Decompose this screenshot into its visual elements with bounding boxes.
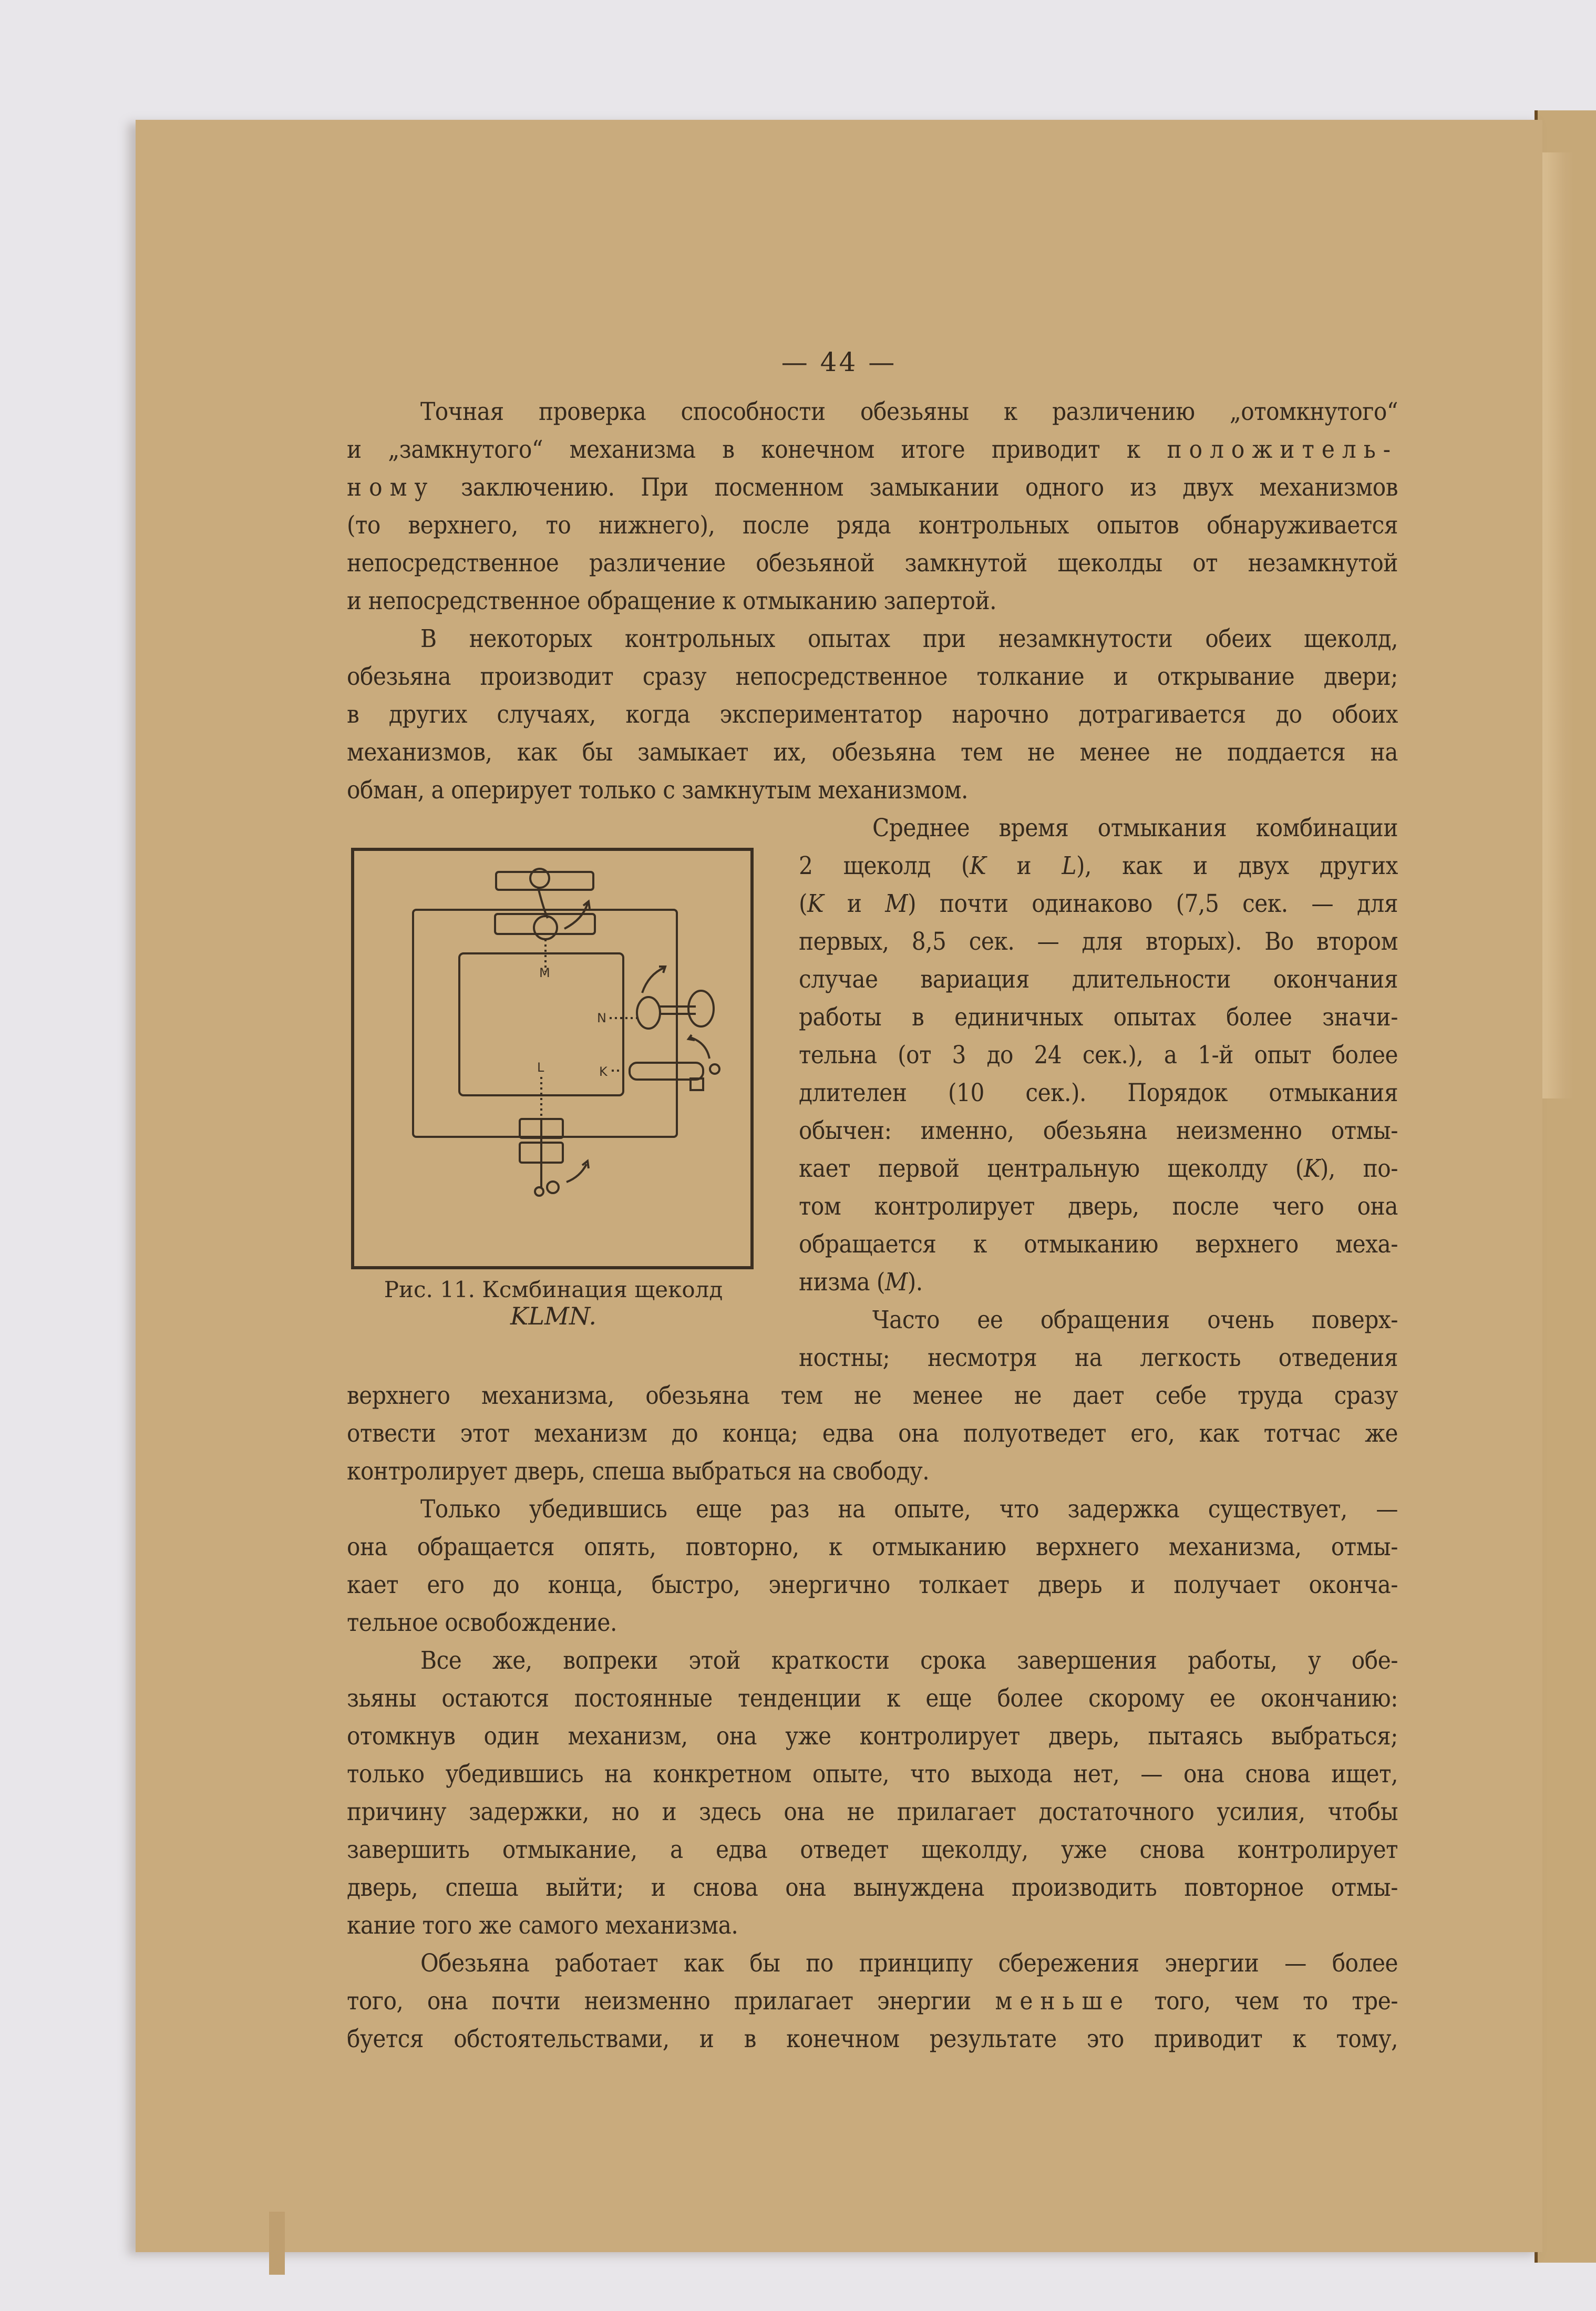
text-run: того, она почти неизменно прилагает энергии	[347, 1987, 995, 2016]
paragraph-2	[347, 620, 1398, 809]
paragraph-4	[347, 1301, 1398, 1491]
label-n: N	[597, 1011, 606, 1025]
k-latch-bar	[630, 1063, 703, 1080]
text-line: механизмов, как бы замыкает их, обезьяна тем не менее не поддается на	[347, 738, 1398, 767]
caption-line-2: KLMN.	[510, 1302, 596, 1330]
text-line: причину задержки, но и здесь она не прилагает достаточного усилия, чтобы	[347, 1798, 1398, 1826]
adjacent-page-torn-edge	[1542, 152, 1574, 1098]
text-line: Часто ее обращения очень поверх-	[872, 1306, 1398, 1334]
text-line	[347, 469, 1398, 507]
text-run: кает первой центральную щеколду (	[799, 1154, 1304, 1183]
text-line: Точная проверка способности обезьяны к различению „отомкнутого“	[420, 397, 1398, 426]
figure-frame	[351, 848, 754, 1269]
text-line	[347, 431, 1398, 469]
text-run: 2 щеколд (	[799, 851, 970, 880]
text-run: и „замкнутого“ механизма в конечном итоге приводит к	[347, 435, 1167, 464]
text-line: завершить отмыкание, а едва отведет щеколду, уже снова контролирует	[347, 1835, 1398, 1864]
bottom-latch-arrow	[567, 1164, 586, 1182]
latch-symbol: M	[884, 1268, 908, 1297]
latch-symbol: L	[1062, 851, 1077, 880]
text-line: ностны; несмотря на легкость отведения	[799, 1343, 1398, 1372]
paragraph-3	[799, 809, 1398, 1301]
top-latch-arrow	[564, 903, 588, 929]
text-run: ), по-	[1320, 1154, 1398, 1183]
text-run: ) почти одинаково (7,5 сек. — для	[908, 889, 1398, 918]
text-line: (то верхнего, то нижнего), после ряда контрольных опытов обнаруживается	[347, 511, 1398, 540]
text-line: отвести этот механизм до конца; едва она полуотведет его, как тотчас же	[347, 1419, 1398, 1448]
text-line: тельное освобождение.	[347, 1608, 617, 1637]
latch-symbol: K	[1303, 1154, 1320, 1183]
text-line: Только убедившись еще раз на опыте, что задержка существует, —	[420, 1495, 1398, 1524]
text-run: того, чем то тре-	[1130, 1987, 1398, 2016]
text-line: работы в единичных опытах более значи-	[799, 1003, 1398, 1032]
text-line	[799, 1264, 1398, 1301]
latch-symbol: K	[970, 851, 986, 880]
text-line: Среднее время отмыкания комбинации	[872, 814, 1398, 843]
text-line: обычен: именно, обезьяна неизменно отмы-	[799, 1116, 1398, 1145]
text-line: дверь, спеша выйти; и снова она вынуждена производить повторное отмы-	[347, 1873, 1398, 1902]
text-run: (	[799, 889, 808, 918]
text-line: она обращается опять, повторно, к отмыканию верхнего механизма, отмы-	[347, 1533, 1398, 1562]
text-line	[799, 1150, 1398, 1188]
label-k: K	[599, 1064, 607, 1079]
text-line	[799, 885, 1398, 923]
right-latch-plate-left	[637, 997, 660, 1029]
paragraph-6	[347, 1642, 1398, 1945]
text-line: случае вариация длительности окончания	[799, 965, 1398, 994]
text-line: Все же, вопреки этой краткости срока завершения работы, у обе-	[420, 1646, 1398, 1675]
text-line: обман, а оперирует только с замкнутым механизмом.	[347, 776, 968, 805]
label-l: L	[537, 1060, 544, 1075]
bottom-latch-grip	[547, 1182, 559, 1193]
text-line: контролирует дверь, спеша выбраться на свободу.	[347, 1457, 930, 1486]
paragraph-7	[347, 1945, 1398, 2058]
text-line: кание того же самого механизма.	[347, 1911, 738, 1940]
page-number: — 44 —	[781, 347, 897, 377]
spaced-emphasis: положитель-	[1167, 435, 1398, 464]
page-underlayer	[269, 2212, 285, 2275]
text-line: и непосредственное обращение к отмыканию запертой.	[347, 587, 997, 615]
door-frame-rect	[413, 910, 677, 1137]
right-latch-arrow	[642, 968, 664, 993]
latch-diagram	[354, 851, 750, 1266]
text-run: и	[823, 889, 885, 918]
text-line: Обезьяна работает как бы по принципу сбережения энергии — более	[420, 1949, 1398, 1978]
bottom-latch-handle	[535, 1187, 543, 1196]
text-line: зьяны остаются постоянные тенденции к еще более скорому ее окончанию:	[347, 1684, 1398, 1713]
paragraph-5	[347, 1491, 1398, 1642]
text-line: тельна (от 3 до 24 сек.), а 1-й опыт более	[799, 1041, 1398, 1070]
right-latch-plate-right	[688, 991, 714, 1026]
k-latch-knob	[710, 1064, 719, 1074]
latch-symbol: K	[807, 889, 824, 918]
top-latch-ring	[534, 916, 557, 939]
text-line: буется обстоятельствами, и в конечном результате это приводит к тому,	[347, 2025, 1398, 2053]
text-line: длителен (10 сек.). Порядок отмыкания	[799, 1079, 1398, 1107]
text-line	[347, 1983, 1398, 2020]
text-line: непосредственное различение обезьяной замкнутой щеколды от незамкнутой	[347, 549, 1398, 578]
text-run: ), как и двух других	[1076, 851, 1398, 880]
spaced-emphasis: меньше	[995, 1987, 1130, 2016]
text-line: В некоторых контрольных опытах при незамкнутости обеих щеколд,	[420, 624, 1398, 653]
text-line: верхнего механизма, обезьяна тем не менее не дает себе труда сразу	[347, 1381, 1398, 1410]
text-line	[799, 847, 1398, 885]
paragraph-1	[347, 393, 1398, 620]
text-line: в других случаях, когда экспериментатор нарочно дотрагивается до обоих	[347, 700, 1398, 729]
text-line: первых, 8,5 сек. — для вторых). Во втором	[799, 927, 1398, 956]
text-run: заключению. При посменном замыкании одного из двух механизмов	[435, 473, 1398, 502]
text-line: том контролирует дверь, после чего она	[799, 1192, 1398, 1221]
text-line: обращается к отмыканию верхнего меха-	[799, 1230, 1398, 1259]
caption-line-1: Рис. 11. Ксмбинация щеколд	[384, 1277, 723, 1302]
book-page	[136, 120, 1542, 2252]
label-m: M	[539, 966, 550, 980]
text-line: только убедившись на конкретном опыте, что выхода нет, — она снова ищет,	[347, 1760, 1398, 1789]
text-line: обезьяна производит сразу непосредственное толкание и открывание двери;	[347, 662, 1398, 691]
text-run: низма (	[799, 1268, 885, 1297]
text-run: ).	[907, 1268, 923, 1297]
text-line: кает его до конца, быстро, энергично толкает дверь и получает оконча-	[347, 1570, 1398, 1599]
spaced-emphasis: ному	[347, 473, 435, 502]
text-line: отомкнув один механизм, она уже контролирует дверь, пытаясь выбраться;	[347, 1722, 1398, 1751]
text-run: и	[986, 851, 1062, 880]
latch-symbol: M	[885, 889, 908, 918]
